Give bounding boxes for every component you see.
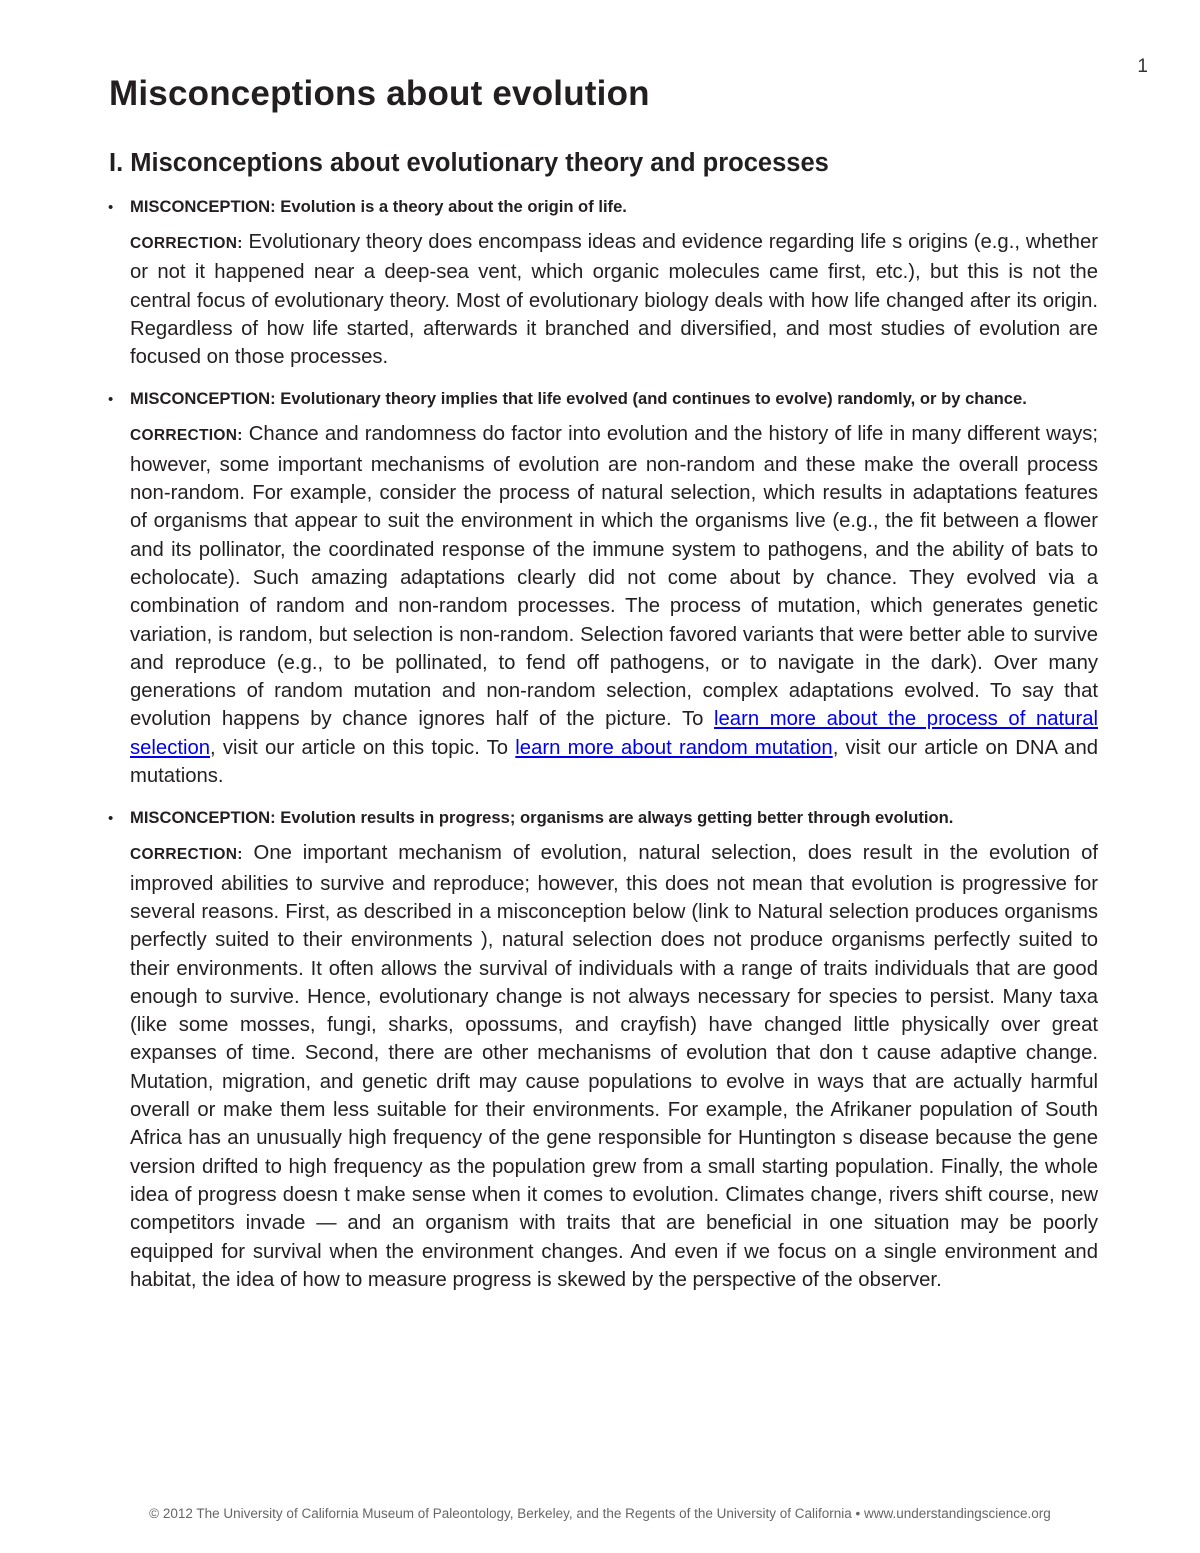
misconception-item bbox=[108, 388, 1098, 790]
misconception-text: Evolution results in progress; organisms are always getting better through evolution. bbox=[275, 808, 954, 828]
correction-label: CORRECTION: bbox=[130, 235, 243, 252]
misconception-text: Evolutionary theory implies that life evolved (and continues to evolve) randomly, or by chance. bbox=[275, 389, 1027, 409]
misconception-statement bbox=[130, 388, 1098, 410]
misconception-list bbox=[108, 196, 1098, 1311]
misconception-item bbox=[108, 196, 1098, 371]
misconception-text: Evolution is a theory about the origin of life. bbox=[275, 197, 627, 216]
bullet-icon: • bbox=[108, 391, 114, 409]
natural-selection-link[interactable]: learn more about the process of natural selection bbox=[130, 708, 1098, 759]
misconception-label: MISCONCEPTION: bbox=[130, 808, 276, 828]
misconception-item bbox=[108, 807, 1098, 1294]
correction-text: Chance and randomness do factor into evolution and the history of life in many different ways; however, some important mechanisms of evolution are non-random and these make the overall process non-random. For example, consider the process of natural selection, which results in adaptations features of organisms that appear to suit the environment in which the organisms live (e.g., the fit between a flower and its pollinator, the coordinated response of the immune system to pathogens, and the ability of bats to echolocate). Such amazing adaptations clearly did not come about by chance. They evolved via a combination of random and non-random processes. The process of mutation, which generates genetic variation, is random, but selection is non-random. Selection favored variants that were better able to survive and reproduce (e.g., to be pollinated, to fend off pathogens, or to navigate in the dark). Over many generations of random mutation and non-random selection, complex adaptations evolved. To say that evolution happens by chance ignores half of the picture. To bbox=[130, 423, 1098, 731]
misconception-label: MISCONCEPTION: bbox=[130, 197, 276, 216]
misconception-label: MISCONCEPTION: bbox=[130, 389, 276, 409]
random-mutation-link[interactable]: learn more about random mutation bbox=[515, 736, 833, 759]
correction-paragraph bbox=[130, 420, 1098, 790]
section-heading: I. Misconceptions about evolutionary theory and processes bbox=[109, 149, 829, 177]
bullet-icon: • bbox=[108, 199, 114, 216]
correction-paragraph bbox=[130, 839, 1098, 1294]
correction-text: One important mechanism of evolution, natural selection, does result in the evolution of improved abilities to survive and reproduce; however, this does not mean that evolution is progressive for several reasons. First, as described in a misconception below (link to Natural selection produces organisms perfectly suited to their environments ), natural selection does not produce organisms perfectly suited to their environments. It often allows the survival of individuals with a range of traits individuals that are good enough to survive. Hence, evolutionary change is not always necessary for species to persist. Many taxa (like some mosses, fungi, sharks, opossums, and crayfish) have changed little physically over great expanses of time. Second, there are other mechanisms of evolution that don t cause adaptive change. Mutation, migration, and genetic drift may cause populations to evolve in ways that are actually harmful overall or make them less suitable for their environments. For example, the Afrikaner population of South Africa has an unusually high frequency of the gene responsible for Huntington s disease because the gene version drifted to high frequency as the population grew from a small starting population. Finally, the whole idea of progress doesn t make sense when it comes to evolution. Climates change, rivers shift course, new competitors invade — and an organism with traits that are beneficial in one situation may be poorly equipped for survival when the environment changes. And even if we focus on a single environment and habitat, the idea of how to measure progress is skewed by the perspective of the observer. bbox=[130, 842, 1098, 1291]
page-number: 1 bbox=[1137, 56, 1148, 77]
misconception-statement bbox=[130, 196, 1098, 218]
correction-text: Evolutionary theory does encompass ideas and evidence regarding life s origins (e.g., whether or not it happened near a deep-sea vent, which organic molecules came first, etc.), but this is not the central focus of evolutionary theory. Most of evolutionary biology deals with how life changed after its origin. Regardless of how life started, afterwards it branched and diversified, and most studies of evolution are focused on those processes. bbox=[130, 231, 1098, 369]
document-title: Misconceptions about evolution bbox=[109, 74, 650, 113]
correction-paragraph bbox=[130, 228, 1098, 371]
correction-label: CORRECTION: bbox=[130, 427, 243, 445]
copyright-footer: © 2012 The University of California Museum of Paleontology, Berkeley, and the Regents of the University of California • www.understandingscience.org bbox=[149, 1506, 1051, 1521]
correction-text-after: , visit our article on DNA and mutations. bbox=[130, 736, 1099, 788]
correction-label: CORRECTION: bbox=[130, 846, 243, 864]
misconception-statement bbox=[130, 807, 1098, 829]
bullet-icon: • bbox=[108, 810, 114, 828]
correction-text-between: , visit our article on this topic. To bbox=[210, 736, 516, 759]
